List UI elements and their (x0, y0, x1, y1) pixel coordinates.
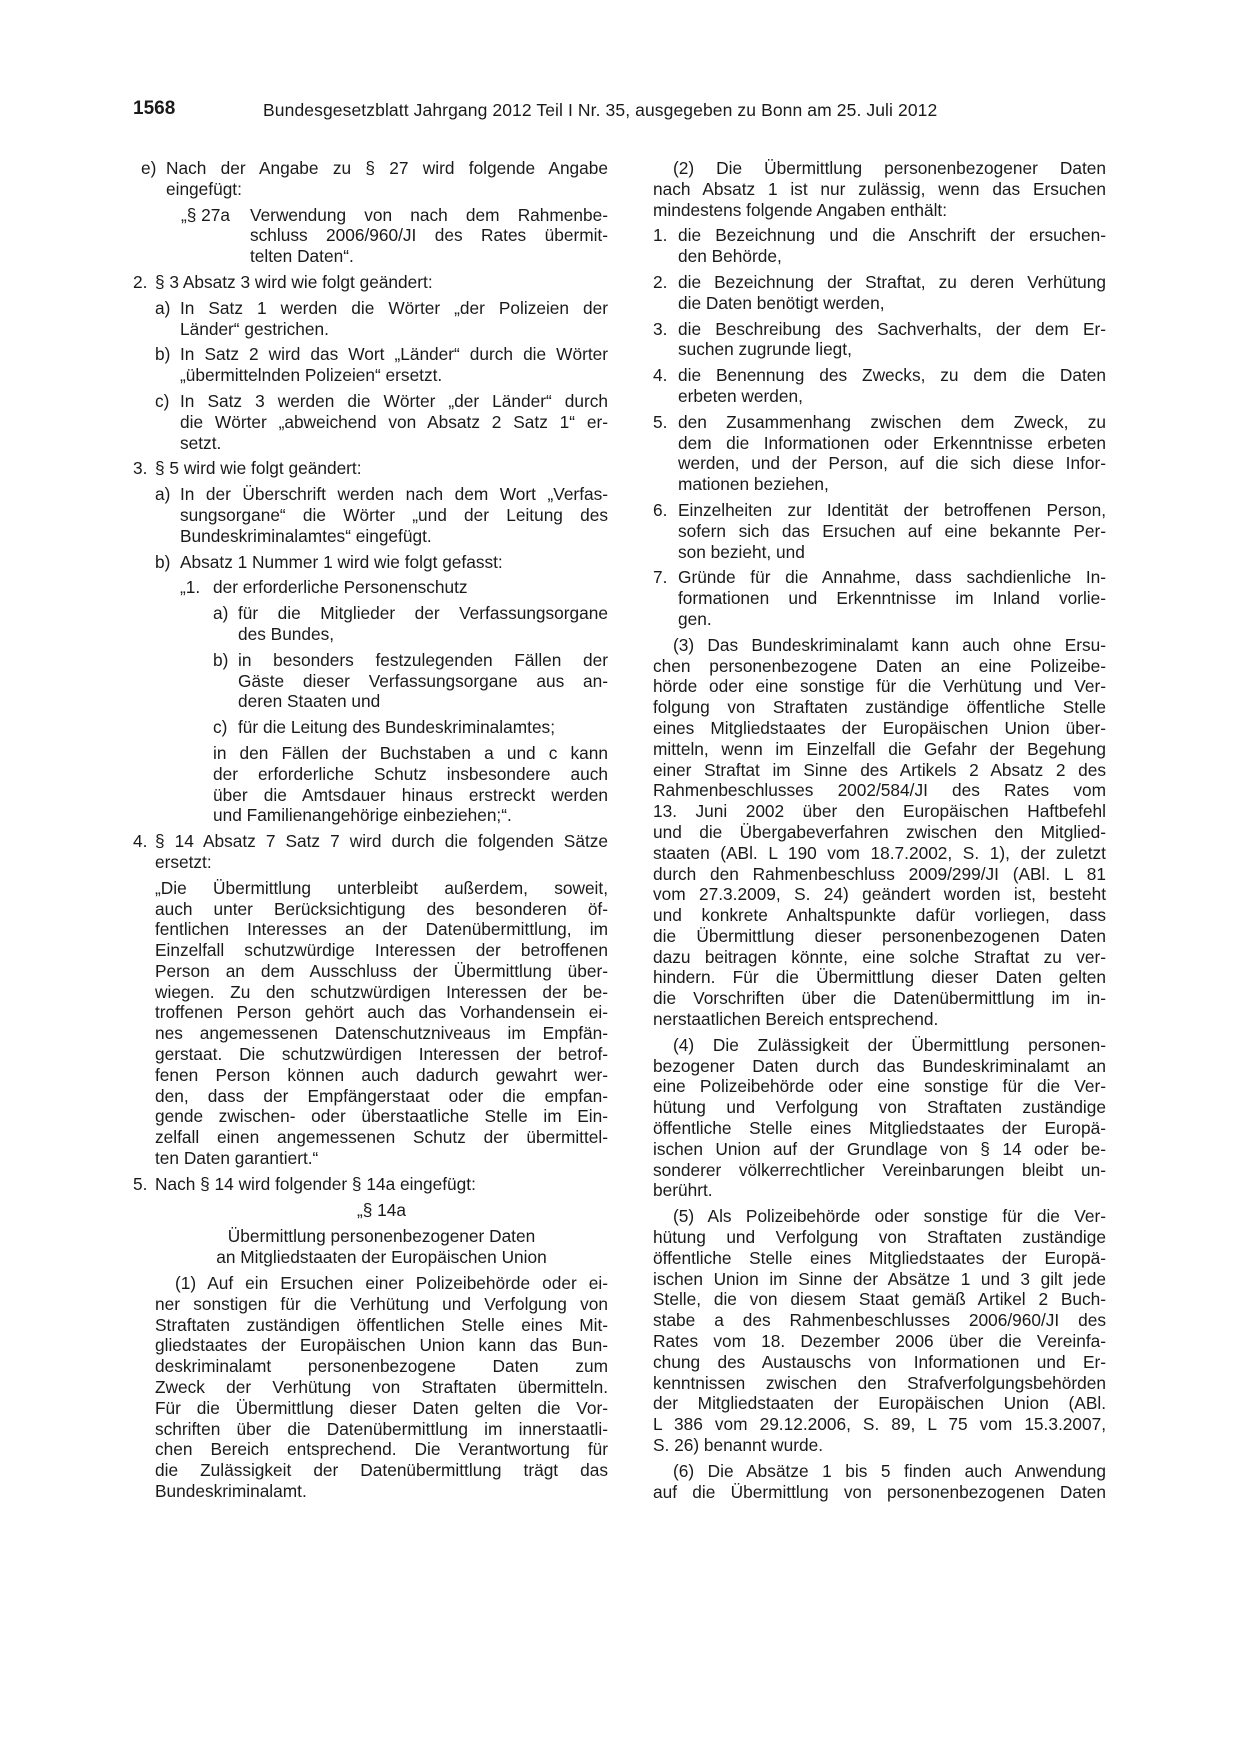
text-line: In der Überschrift werden nach dem Wort „Verfas- (180, 484, 608, 505)
item-label: a) (155, 484, 171, 505)
text-line: (2) Die Übermittlung personenbezogener Daten (673, 158, 1106, 178)
text-line: ischen Union im Sinne der Absätze 1 und 3 gilt jede (653, 1268, 1106, 1289)
section-title: an Mitgliedstaaten der Europäischen Union (216, 1247, 547, 1268)
page-number: 1568 (133, 98, 176, 119)
paragraph-6 (653, 1461, 1106, 1503)
text-line: (3) Das Bundeskriminalamt kann auch ohne Ersu- (673, 634, 1106, 655)
item-label: 2. (653, 271, 668, 292)
text-line: den Zusammenhang zwischen dem Zweck, zu (678, 411, 1106, 432)
text-line: werden, und der Person, auf die sich diese Infor- (678, 453, 1106, 474)
text-line: ten Daten garantiert.“ (155, 1148, 319, 1169)
text-line: § 3 Absatz 3 wird wie folgt geändert: (155, 271, 433, 292)
text-line: kenntnissen zwischen den Strafverfolgungsbehörden (653, 1372, 1106, 1393)
running-header: Bundesgesetzblatt Jahrgang 2012 Teil I Nr. 35, ausgegeben zu Bonn am 25. Juli 2012 (263, 100, 938, 120)
list-item-4 (653, 365, 1106, 407)
text-line: die Übermittlung dieser personenbezogenen Daten (653, 925, 1106, 946)
text-line: in besonders festzulegenden Fällen der (238, 649, 608, 670)
text-line: Bundeskriminalamt. (155, 1481, 307, 1502)
text-line: die Bezeichnung der Straftat, zu deren Verhütung (678, 271, 1106, 292)
item-label: „1. (180, 577, 201, 598)
text-line: Rahmenbeschlusses 2002/584/JI des Rates vom (653, 780, 1106, 801)
quote-item-1c (133, 717, 608, 738)
text-line: sungsorgane“ die Wörter „und der Leitung des (180, 504, 608, 525)
text-line: formationen und Erkenntnisse im Inland vorlie- (678, 588, 1106, 609)
text-line: staaten (ABl. L 190 vom 18.7.2002, S. 1), der zuletzt (653, 842, 1106, 863)
item-label: 6. (653, 499, 668, 520)
quote-item-1 (133, 577, 608, 598)
text-line: der erforderliche Personenschutz (213, 577, 468, 598)
item-4 (133, 831, 608, 873)
text-line: Stelle, die von diesem Staat gemäß Artikel 2 Buch- (653, 1289, 1106, 1310)
item-label: 5. (133, 1173, 148, 1194)
paragraph-2 (653, 158, 1106, 220)
list-item-7 (653, 567, 1106, 629)
text-line: dazu beitragen könnte, eine solche Straftat zu ver- (653, 946, 1106, 967)
text-line: wiegen. Zu den schutzwürdigen Interessen der be- (155, 981, 608, 1002)
text-line: 13. Juni 2002 über den Europäischen Haftbefehl (653, 801, 1106, 822)
item-label: 7. (653, 567, 668, 588)
text-line: hörde oder eine sonstige für die Verhütung und Ver- (653, 676, 1106, 697)
text-line: erbeten werden, (678, 385, 803, 406)
text-line: S. 26) benannt wurde. (653, 1435, 824, 1456)
text-line: fentlichen Interesses an der Datenübermittlung, im (155, 919, 608, 940)
text-line: chen Bereich entsprechend. Die Verantwortung für (155, 1439, 608, 1460)
text-line: Rates vom 18. Dezember 2006 über die Vereinfa- (653, 1331, 1106, 1352)
item-label: b) (155, 344, 171, 365)
item-label: 3. (653, 318, 668, 339)
text-line: dem die Informationen oder Erkenntnisse erbeten (678, 432, 1106, 453)
section-14a-heading (133, 1200, 608, 1268)
text-line: deren Staaten und (238, 691, 381, 712)
text-line: die Bezeichnung und die Anschrift der ersuchen- (678, 225, 1106, 246)
text-line: bezogener Daten durch das Bundeskriminalamt an (653, 1055, 1106, 1076)
text-line: mindestens folgende Angaben enthält: (653, 199, 948, 220)
text-line: Einzelfall schutzwürdige Interessen der betroffenen (155, 940, 608, 961)
item-label: 4. (133, 831, 148, 852)
text-line: Straftaten zuständigen öffentlichen Stelle eines Mit- (155, 1314, 608, 1335)
text-line: Einzelheiten zur Identität der betroffenen Person, (678, 499, 1106, 520)
item-label: „§ 27a (181, 204, 231, 225)
text-line: In Satz 1 werden die Wörter „der Polizeien der (180, 297, 608, 318)
text-line: öffentliche Stelle eines Mitgliedstaates der Europä- (653, 1118, 1106, 1139)
text-line: öffentliche Stelle eines Mitgliedstaates der Europä- (653, 1247, 1106, 1268)
item-e (133, 158, 608, 200)
item-2 (133, 272, 608, 293)
quote-item-1a (133, 603, 608, 645)
text-line: in den Fällen der Buchstaben a und c kann (213, 742, 608, 763)
text-line: schluss 2006/960/JI des Rates übermit- (250, 225, 608, 246)
text-line: die Daten benötigt werden, (678, 292, 885, 313)
list-item-5 (653, 412, 1106, 495)
text-line: die Wörter „abweichend von Absatz 2 Satz 1“ er- (180, 411, 608, 432)
text-line: und Familienangehörige einbeziehen;“. (213, 805, 512, 826)
text-line: hütung und Verfolgung von Straftaten zuständige (653, 1227, 1106, 1248)
item-label: b) (155, 551, 171, 572)
text-line: deskriminalamt personenbezogene Daten zum (155, 1356, 608, 1377)
text-line: Verwendung von nach dem Rahmenbe- (250, 204, 608, 225)
text-line: In Satz 3 werden die Wörter „der Länder“ durch (180, 390, 608, 411)
text-line: sonderer völkerrechtlicher Vereinbarungen bleibt un- (653, 1159, 1106, 1180)
list-item-3 (653, 319, 1106, 361)
section-number: „§ 14a (356, 1199, 406, 1220)
paragraph-3 (653, 635, 1106, 1030)
item-label: 1. (653, 225, 668, 246)
item-label: c) (155, 390, 170, 411)
section-title: Übermittlung personenbezogener Daten (227, 1226, 536, 1247)
text-line: Nach § 14 wird folgender § 14a eingefügt: (155, 1173, 476, 1194)
text-line: ner sonstigen für die Verhütung und Verfolgung von (155, 1293, 608, 1314)
text-line: chen personenbezogene Daten an eine Polizeibe- (653, 655, 1106, 676)
list-item-6 (653, 500, 1106, 562)
text-line: Bundeskriminalamtes“ eingefügt. (180, 525, 432, 546)
paragraph-1 (133, 1273, 608, 1502)
text-line: vom 27.3.2009, S. 24) geändert worden ist, besteht (653, 884, 1106, 905)
text-line: für die Mitglieder der Verfassungsorgane (238, 603, 608, 624)
quote-item-1-tail (133, 743, 608, 826)
text-line: gliedstaates der Europäischen Union kann das Bun- (155, 1335, 608, 1356)
text-line: ersetzt: (155, 851, 212, 872)
text-line: auch unter Berücksichtigung des besonderen öf- (155, 898, 608, 919)
text-line: stabe a des Rahmenbeschlusses 2006/960/JI des (653, 1310, 1106, 1331)
text-line: über die Amtsdauer hinaus erstreckt werden (213, 784, 608, 805)
paragraph-5 (653, 1206, 1106, 1456)
text-line: son bezieht, und (678, 541, 805, 562)
text-line: einer Straftat im Sinne des Artikels 2 Absatz 2 des (653, 759, 1106, 780)
text-line: für die Leitung des Bundeskriminalamtes; (238, 717, 555, 738)
text-line: die Vorschriften über die Datenübermittlung im in- (653, 988, 1106, 1009)
text-line: Für die Übermittlung dieser Daten gelten die Vor- (155, 1397, 608, 1418)
text-line: chung des Austauschs von Informationen und Er- (653, 1351, 1106, 1372)
text-line: (6) Die Absätze 1 bis 5 finden auch Anwendung (673, 1460, 1106, 1481)
text-line: suchen zugrunde liegt, (678, 339, 852, 360)
text-line: und konkrete Anhaltspunkte dafür vorliegen, dass (653, 905, 1106, 926)
text-line: und die Übergabeverfahren zwischen den Mitglied- (653, 821, 1106, 842)
item-label: e) (141, 158, 157, 178)
text-line: (1) Auf ein Ersuchen einer Polizeibehörde oder ei- (175, 1273, 608, 1294)
text-line: eingefügt: (166, 178, 242, 199)
text-line: schriften über die Datenübermittlung im innerstaatli- (155, 1418, 608, 1439)
text-line: mationen beziehen, (678, 474, 829, 495)
text-line: die Zulässigkeit der Datenübermittlung trägt das (155, 1460, 608, 1481)
text-line: Gründe für die Annahme, dass sachdienliche In- (678, 567, 1106, 588)
text-line: nach Absatz 1 ist nur zulässig, wenn das Ersuchen (653, 178, 1106, 199)
text-line: Gäste dieser Verfassungsorgane aus an- (238, 670, 608, 691)
item-3b (133, 552, 608, 573)
text-line: troffenen Person gehört auch das Vorhandensein ei- (155, 1002, 608, 1023)
text-line: ischen Union auf der Grundlage von § 14 oder be- (653, 1138, 1106, 1159)
item-3 (133, 458, 608, 479)
text-line: gen. (678, 608, 712, 629)
text-line: mitteln, wenn im Einzelfall die Gefahr der Begehung (653, 738, 1106, 759)
text-line: Person an dem Ausschluss der Übermittlung über- (155, 960, 608, 981)
text-line: telten Daten“. (250, 246, 354, 267)
item-4-quote (133, 878, 608, 1169)
right-column (653, 158, 1106, 1502)
item-label: c) (213, 717, 228, 738)
item-label: a) (155, 297, 171, 318)
item-label: 2. (133, 271, 148, 292)
quote-27a (133, 205, 608, 267)
text-line: gende zwischen- oder überstaatliche Stelle im Ein- (155, 1106, 608, 1127)
text-line: den, dass der Empfängerstaat oder die empfan- (155, 1085, 608, 1106)
text-line: des Bundes, (238, 623, 335, 644)
text-line: Länder“ gestrichen. (180, 318, 329, 339)
text-line: In Satz 2 wird das Wort „Länder“ durch die Wörter (180, 344, 608, 365)
text-line: fenen Person können auch dadurch gewahrt wer- (155, 1064, 608, 1085)
quote-item-1b (133, 650, 608, 712)
text-line: die Beschreibung des Sachverhalts, der dem Er- (678, 318, 1106, 339)
text-line: setzt. (180, 432, 222, 453)
text-line: § 5 wird wie folgt geändert: (155, 458, 362, 479)
text-line: eine Polizeibehörde oder eine sonstige für die Ver- (653, 1076, 1106, 1097)
list-item-1 (653, 225, 1106, 267)
item-label: 3. (133, 458, 148, 479)
text-line: L 386 vom 29.12.2006, S. 89, L 75 vom 15.3.2007, (653, 1414, 1106, 1435)
text-line: § 14 Absatz 7 Satz 7 wird durch die folgenden Sätze (155, 831, 608, 852)
list-item-2 (653, 272, 1106, 314)
item-3a (133, 484, 608, 546)
text-line: den Behörde, (678, 246, 782, 267)
item-label: 4. (653, 365, 668, 386)
text-line: nes angemessenen Datenschutzniveaus im Empfän- (155, 1023, 608, 1044)
item-2a (133, 298, 608, 340)
item-2c (133, 391, 608, 453)
text-line: Nach der Angabe zu § 27 wird folgende Angabe (166, 158, 608, 178)
text-line: auf die Übermittlung von personenbezogenen Daten (653, 1481, 1106, 1502)
text-line: Absatz 1 Nummer 1 wird wie folgt gefasst: (180, 551, 503, 572)
item-2b (133, 344, 608, 386)
text-line: zelfall einen angemessenen Schutz der übermittel- (155, 1127, 608, 1148)
text-line: eines Mitgliedstaates der Europäischen Union über- (653, 717, 1106, 738)
text-line: berührt. (653, 1180, 713, 1201)
text-line: „Die Übermittlung unterbleibt außerdem, soweit, (155, 877, 608, 898)
text-line: hindern. Für die Übermittlung dieser Daten gelten (653, 967, 1106, 988)
paragraph-4 (653, 1035, 1106, 1201)
text-line: Zweck der Verhütung von Straftaten übermitteln. (155, 1377, 608, 1398)
text-line: „übermittelnden Polizeien“ ersetzt. (180, 365, 443, 386)
text-line: gerstaat. Die schutzwürdigen Interessen der betrof- (155, 1044, 608, 1065)
text-line: der Mitgliedstaaten der Europäischen Union (ABl. (653, 1393, 1106, 1414)
item-label: b) (213, 649, 229, 670)
text-line: der erforderliche Schutz insbesondere auch (213, 763, 608, 784)
text-line: (4) Die Zulässigkeit der Übermittlung personen- (673, 1034, 1106, 1055)
text-line: nerstaatlichen Bereich entsprechend. (653, 1009, 939, 1030)
text-line: die Benennung des Zwecks, zu dem die Daten (678, 365, 1106, 386)
text-line: durch den Rahmenbeschluss 2009/299/JI (ABl. L 81 (653, 863, 1106, 884)
item-label: a) (213, 603, 229, 624)
item-5 (133, 1174, 608, 1195)
item-label: 5. (653, 411, 668, 432)
text-line: sofern sich das Ersuchen auf eine bekannte Per- (678, 520, 1106, 541)
text-line: (5) Als Polizeibehörde oder sonstige für die Ver- (673, 1206, 1106, 1227)
text-line: folgung von Straftaten zuständige öffentliche Stelle (653, 697, 1106, 718)
text-line: hütung und Verfolgung von Straftaten zuständige (653, 1097, 1106, 1118)
left-column (133, 158, 608, 1502)
